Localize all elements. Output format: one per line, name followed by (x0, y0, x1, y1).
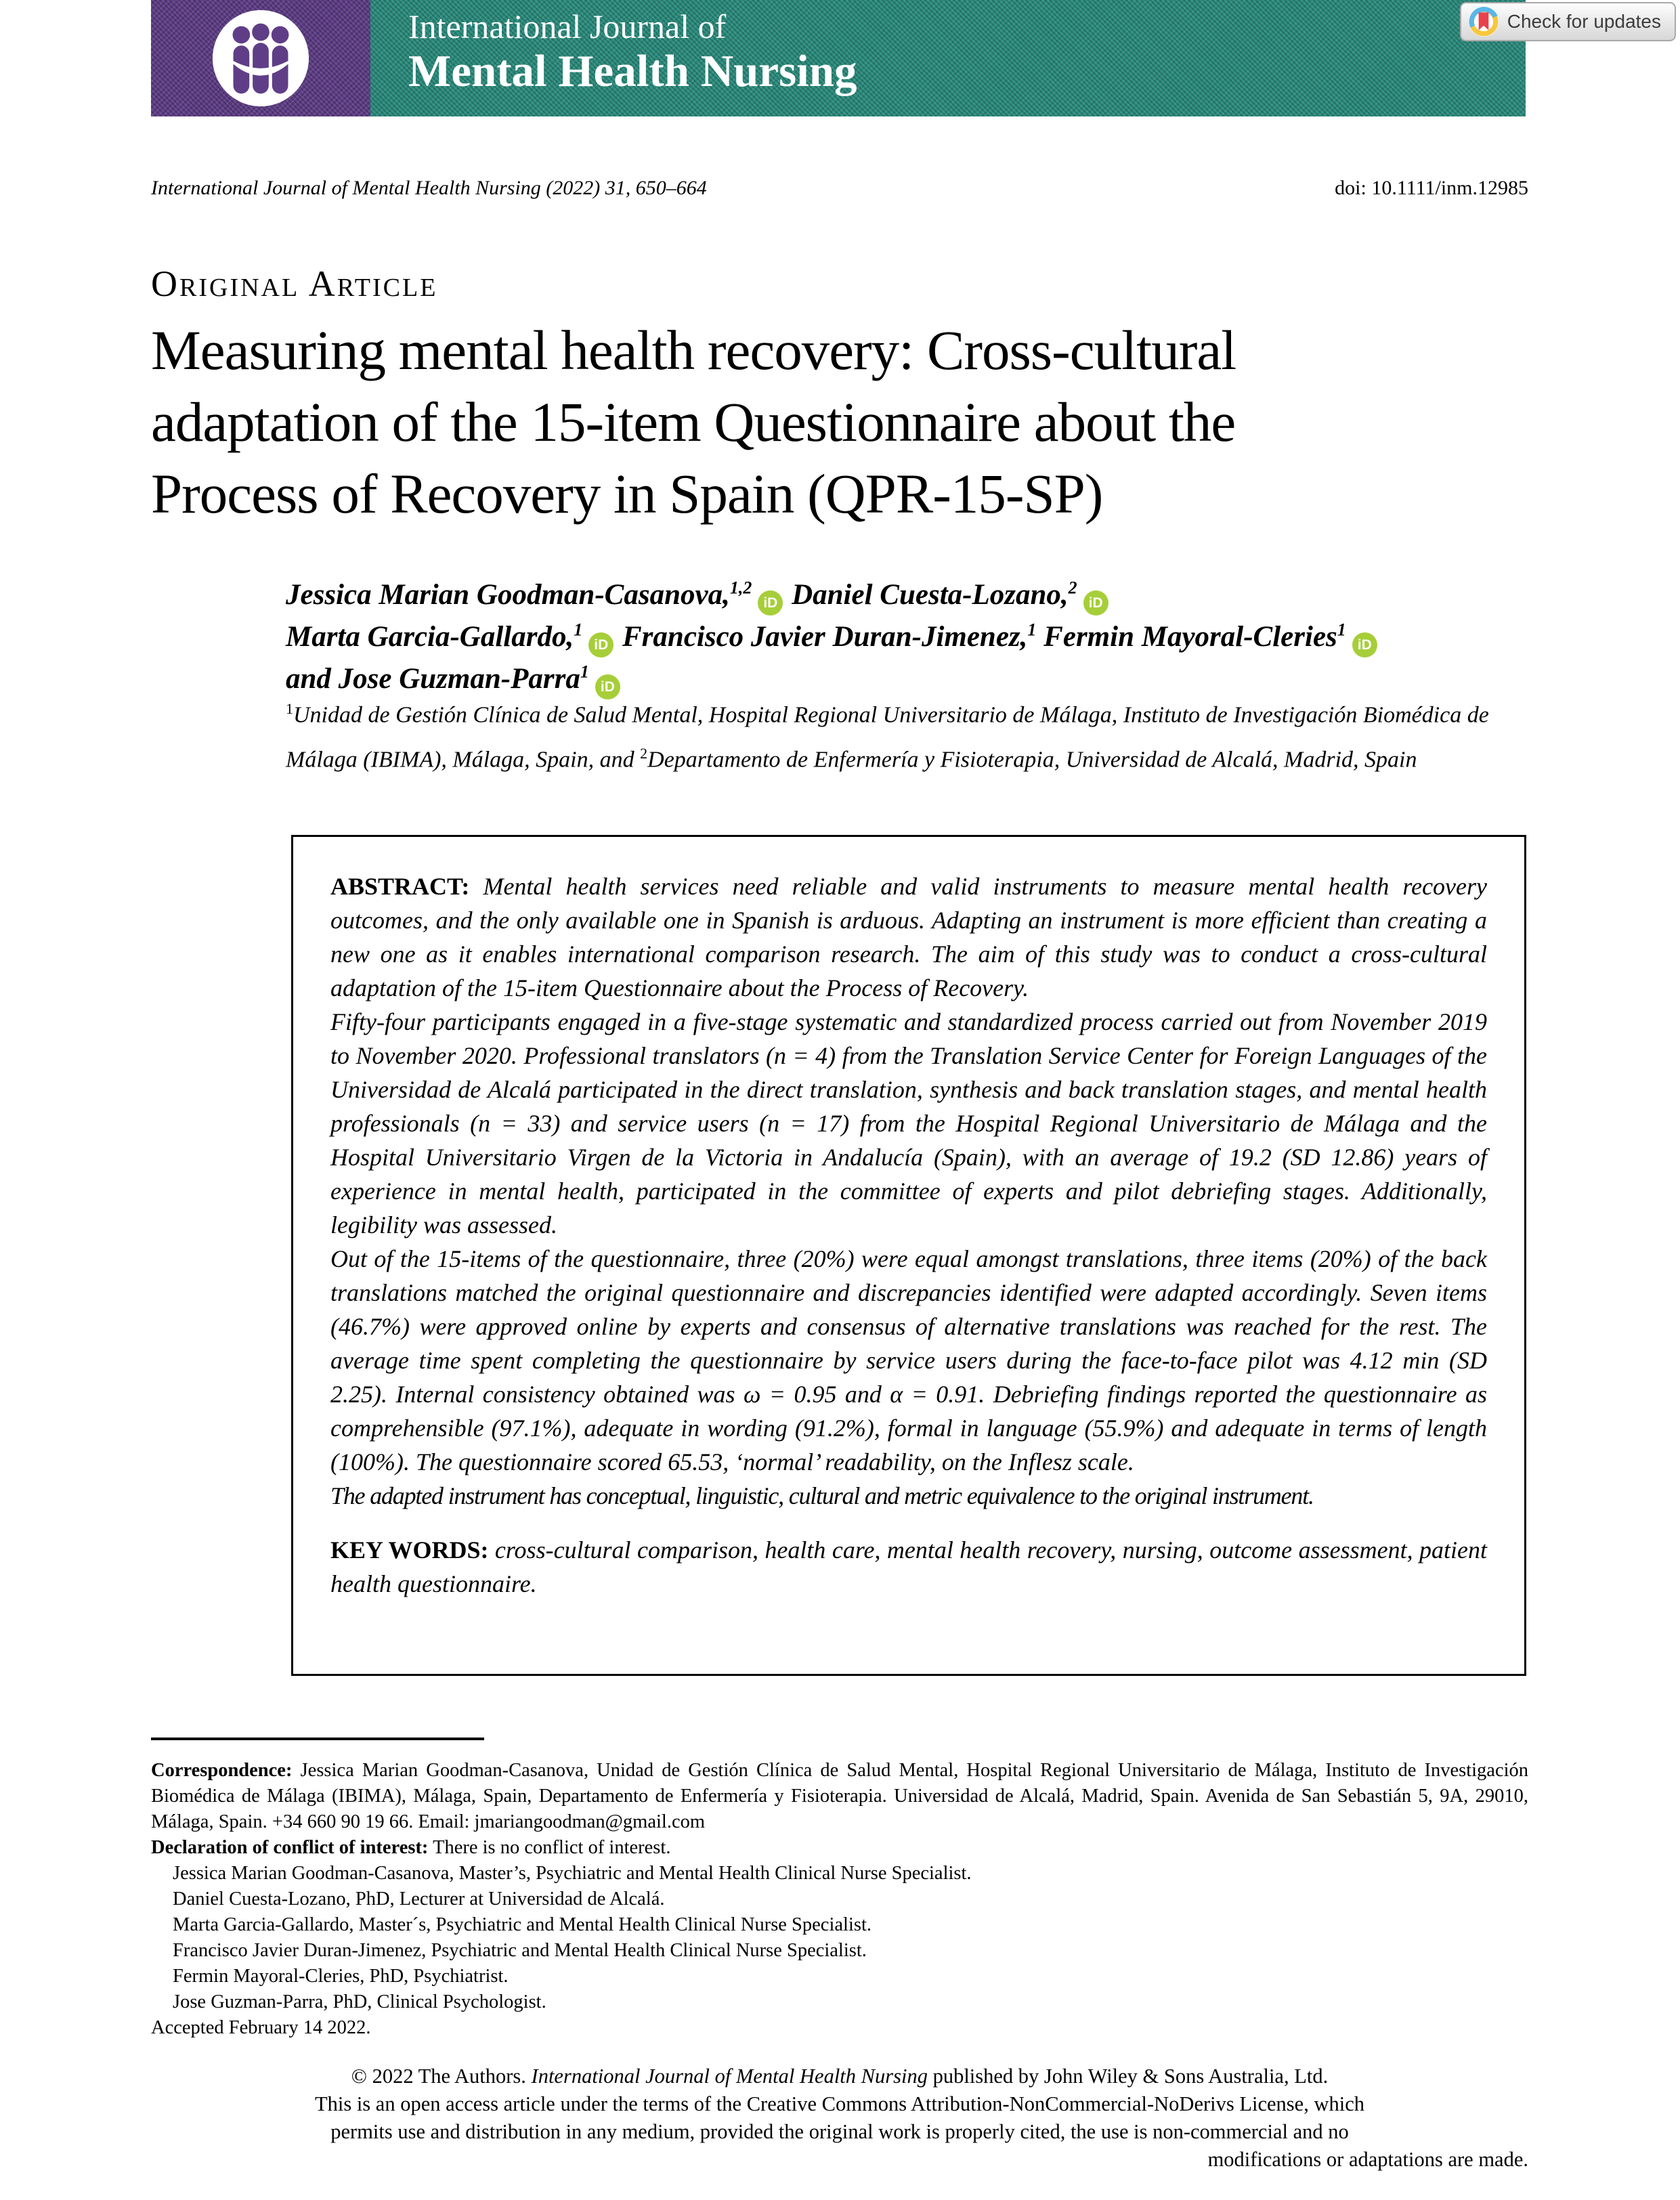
journal-logo (151, 0, 370, 116)
author-name: and Jose Guzman-Parra$^1$ (286, 662, 589, 695)
license-line-1: This is an open access article under the terms of the Creative Commons Attribution-NonCommercial-NoDerivs License, which (314, 2092, 1364, 2115)
orcid-icon[interactable]: iD (1352, 632, 1377, 657)
author-bio: Jessica Marian Goodman-Casanova, Master’s, Psychiatric and Mental Health Clinical Nurse Specialist. (173, 1863, 972, 1884)
journal-name-line1: International Journal of (408, 7, 727, 45)
article-title-line3: Process of Recovery in Spain (QPR-15-SP) (151, 462, 1103, 525)
journal-banner-title-area (370, 0, 1526, 116)
crossmark-icon (1468, 6, 1499, 37)
check-for-updates-button[interactable] (1460, 2, 1676, 41)
author-bio: Francisco Javier Duran-Jimenez, Psychiatric and Mental Health Clinical Nurse Specialist. (173, 1940, 867, 1961)
abstract-paragraph-1: ABSTRACT: Mental health services need reliable and valid instruments to measure mental health recovery outcomes, and the only available one in Spanish is arduous. Adapting an instrument is more efficient than creating a new one as it enables international comparison research. The aim of this study was to conduct a cross-cultural adaptation of the 15-item Questionnaire about the Process of Recovery. (330, 873, 1487, 1001)
author-bio: Marta Garcia-Gallardo, Master´s, Psychiatric and Mental Health Clinical Nurse Specialist. (173, 1914, 871, 1935)
article-title (151, 314, 1532, 530)
article-type-label: Original Article (151, 263, 438, 304)
abstract-paragraph-3: Out of the 15-items of the questionnaire, three (20%) were equal amongst translations, three items (20%) of the back translations matched the original questionnaire and discrepancies identified were adapted accordingly. Seven items (46.7%) were approved online by experts and consensus of alternative translations was reached for the rest. The average time spent completing the questionnaire by service users during the face-to-face pilot was 4.12 min (SD 2.25). Internal consistency obtained was ω = 0.95 and α = 0.91. Debriefing findings reported the questionnaire as comprehensible (97.1%), adequate in wording (91.2%), formal in language (55.9%) and adequate in terms of length (100%). The questionnaire scored 65.53, ‘normal’ readability, on the Inflesz scale. (330, 1245, 1487, 1475)
keywords: KEY WORDS: cross-cultural comparison, health care, mental health recovery, nursing, outcome assessment, patient health questionnaire. (330, 1536, 1487, 1597)
author-bio: Fermin Mayoral-Cleries, PhD, Psychiatrist. (173, 1966, 509, 1987)
affiliation-text-2: Departamento de Enfermería y Fisioterapia, Universidad de Alcalá, Madrid, Spain (647, 747, 1417, 773)
author-affiliation-sup: 1 (1027, 620, 1037, 640)
keywords-label: KEY WORDS: (330, 1536, 489, 1563)
abstract-paragraph-4: The adapted instrument has conceptual, linguistic, cultural and metric equivalence to the original instrument. (330, 1482, 1314, 1509)
orcid-icon[interactable]: iD (1083, 590, 1108, 616)
author-name: Marta Garcia-Gallardo,$^1$ (286, 620, 583, 653)
doi: doi: 10.1111/inm.12985 (1335, 177, 1528, 199)
orcid-icon[interactable]: iD (758, 590, 783, 616)
correspondence-block (151, 1758, 1528, 2041)
affiliations (286, 689, 1535, 779)
author-affiliation-sup: 2 (1068, 578, 1077, 598)
accepted-date: Accepted February 14 2022. (151, 2017, 371, 2038)
article-title-line2: adaptation of the 15-item Questionnaire about the (151, 391, 1236, 453)
orcid-icon[interactable]: iD (595, 674, 620, 699)
author-name: Fermin Mayoral-Cleries$^1$ (1043, 620, 1346, 653)
check-for-updates-label: Check for updates (1507, 11, 1661, 32)
author-affiliation-sup: 1,2 (729, 578, 752, 598)
journal-citation: International Journal of Mental Health Nursing (2022) 31, 650–664 (151, 177, 707, 199)
affiliation-sup-2: 2 (640, 745, 648, 762)
author-bio: Jose Guzman-Parra, PhD, Clinical Psychologist. (173, 1991, 546, 2012)
conflict-declaration-label: Declaration of conflict of interest: (151, 1837, 429, 1858)
author-name: Jessica Marian Goodman-Casanova,$^{1,2}$ (286, 578, 752, 611)
author-bio: Daniel Cuesta-Lozano, PhD, Lecturer at Universidad de Alcalá. (173, 1889, 665, 1910)
author-affiliation-sup: 1 (1337, 620, 1346, 640)
affiliation-text-1: Unidad de Gestión Clínica de Salud Mental, Hospital Regional Universitario de Málaga, Instituto de Investigación Biomédica de Málaga (IBIMA), Málaga, Spain, and (286, 702, 1489, 773)
three-people-logo-icon (207, 5, 314, 112)
footnote-divider-rule (151, 1738, 484, 1740)
author-list (286, 574, 1505, 700)
orcid-icon[interactable]: iD (588, 632, 613, 657)
article-title-line1: Measuring mental health recovery: Cross-cultural (151, 319, 1236, 381)
abstract-label: ABSTRACT: (330, 873, 470, 900)
author-affiliation-sup: 1 (574, 620, 583, 640)
conflict-declaration: Declaration of conflict of interest: There is no conflict of interest. (151, 1837, 671, 1858)
copyright-footer (151, 2063, 1528, 2174)
license-line-2: permits use and distribution in any medium, provided the original work is properly cited, the use is non-commercial and no (330, 2120, 1349, 2143)
journal-name-italic: International Journal of Mental Health Nursing (531, 2065, 928, 2088)
abstract-paragraph-2: Fifty-four participants engaged in a five-stage systematic and standardized process carried out from November 2019 to November 2020. Professional translators (n = 4) from the Translation Service Center for Foreign Languages of the Universidad de Alcalá participated in the direct translation, synthesis and back translation stages, and mental health professionals (n = 33) and service users (n = 17) from the Hospital Regional Universitario de Málaga and the Hospital Universitario Virgen de la Victoria in Andalucía (Spain), with an average of 19.2 (SD 12.86) years of experience in mental health, participated in the committee of experts and pilot debriefing stages. Additionally, legibility was assessed. (330, 1008, 1487, 1238)
correspondence: Correspondence: Jessica Marian Goodman-Casanova, Unidad de Gestión Clínica de Salud Mental, Hospital Regional Universitario de Málaga, Instituto de Investigación Biomédica de Málaga (IBIMA), Málaga, Spain, Departamento de Enfermería y Fisioterapia. Universidad de Alcalá, Madrid, Spain. Avenida de San Sebastián 5, 9A, 29010, Málaga, Spain. +34 660 90 19 66. Email: jmariangoodman@gmail.com (151, 1760, 1529, 1832)
journal-name-line2: Mental Health Nursing (408, 46, 857, 96)
citation-row (151, 175, 1528, 202)
author-name: Daniel Cuesta-Lozano,$^2$ (792, 578, 1077, 611)
author-name: Francisco Javier Duran-Jimenez,$^1$ (622, 620, 1037, 653)
correspondence-label: Correspondence: (151, 1760, 293, 1781)
abstract-box (291, 835, 1526, 1676)
journal-banner (151, 0, 1526, 116)
license-line-3: modifications or adaptations are made. (1207, 2148, 1528, 2171)
author-affiliation-sup: 1 (580, 662, 589, 682)
copyright-line: © 2022 The Authors. International Journal of Mental Health Nursing published by John Wiley & Sons Australia, Ltd. (351, 2065, 1329, 2088)
affiliation-sup-1: 1 (286, 700, 293, 717)
